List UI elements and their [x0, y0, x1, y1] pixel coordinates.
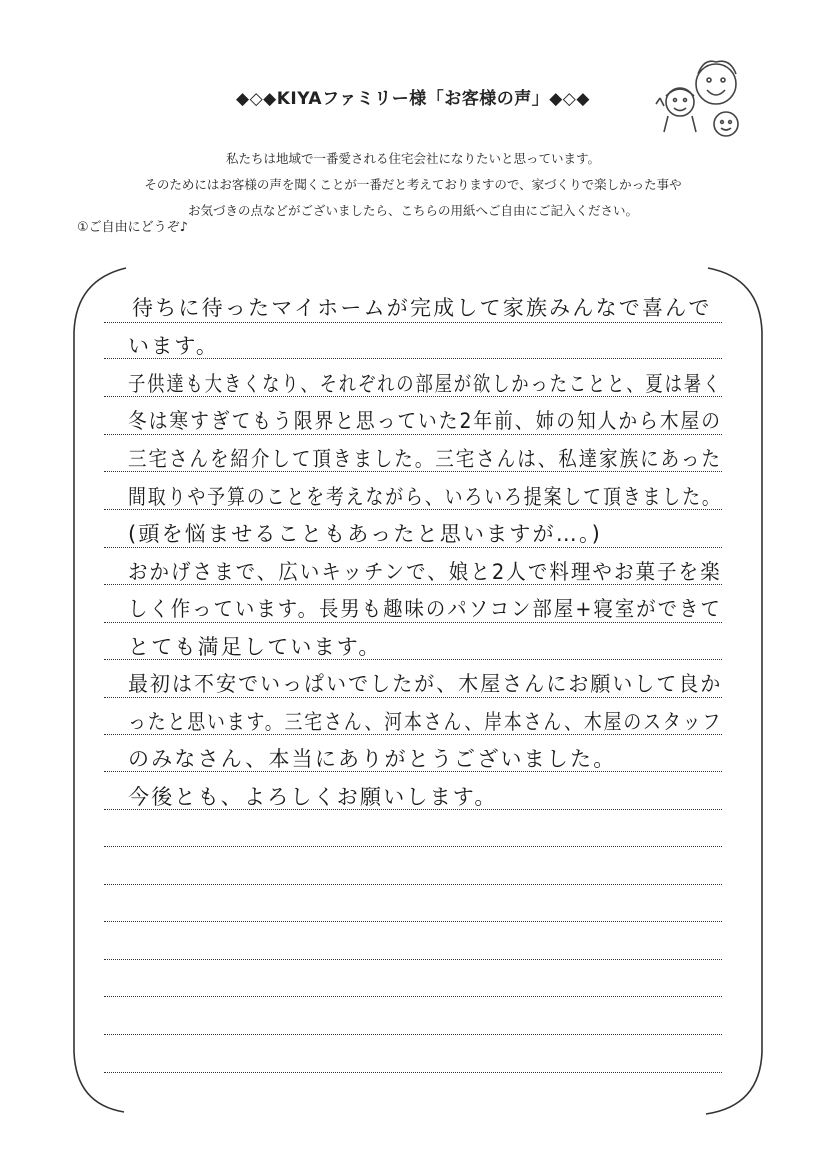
- letter-line-1: 待ちに待ったマイホームが完成して家族みんなで喜んで: [132, 296, 712, 320]
- letter-line-14: 今後とも、よろしくお願いします。: [128, 785, 498, 809]
- prompt-label: ①ご自由にどうぞ♪: [77, 220, 188, 235]
- letter-line-8: おかげさまで、広いキッチンで、娘と2人で料理やお菓子を楽: [128, 560, 722, 584]
- letter-line-5: 三宅さんを紹介して頂きました。三宅さんは、私達家族にあった: [128, 447, 722, 471]
- letter-line-12: ったと思います。三宅さん、河本さん、岸本さん、木屋のスタッフ: [128, 710, 723, 734]
- writing-line: [104, 959, 722, 960]
- letter-line-6: 間取りや予算のことを考えながら、いろいろ提案して頂きました。: [128, 485, 722, 509]
- writing-line: [104, 921, 722, 922]
- intro-line-3: お気づきの点などがございましたら、こちらの用紙へご自由にご記入ください。: [187, 203, 638, 218]
- intro-line-1: 私たちは地域で一番愛される住宅会社になりたいと思っています。: [225, 151, 600, 166]
- form-title: ◆◇◆KIYAファミリー様「お客様の声」◆◇◆: [236, 89, 590, 109]
- family-faces-illustration: [654, 52, 754, 142]
- letter-line-13: のみなさん、本当にありがとうございました。: [128, 747, 617, 771]
- intro-line-2: そのためにはお客様の声を聞くことが一番だと考えておりますので、家づくりで楽しかった事や: [144, 177, 682, 192]
- writing-line: [104, 846, 722, 847]
- writing-line: [104, 996, 722, 997]
- letter-line-3: 子供達も大きくなり、それぞれの部屋が欲しかったことと、夏は暑く: [128, 372, 723, 396]
- writing-line: [104, 322, 722, 323]
- letter-line-4: 冬は寒すぎてもう限界と思っていた2年前、姉の知人から木屋の: [128, 409, 722, 433]
- letter-line-11: 最初は不安でいっぱいでしたが、木屋さんにお願いして良か: [128, 672, 723, 696]
- letter-line-10: とても満足しています。: [128, 635, 382, 659]
- letter-line-9: しく作っています。長男も趣味のパソコン部屋+寝室ができて: [128, 597, 722, 621]
- writing-line: [104, 1072, 722, 1073]
- writing-line: [104, 884, 722, 885]
- writing-line: [104, 1034, 722, 1035]
- letter-line-2: います。: [128, 334, 220, 358]
- letter-line-7: (頭を悩ませることもあったと思いますが…。): [128, 522, 603, 546]
